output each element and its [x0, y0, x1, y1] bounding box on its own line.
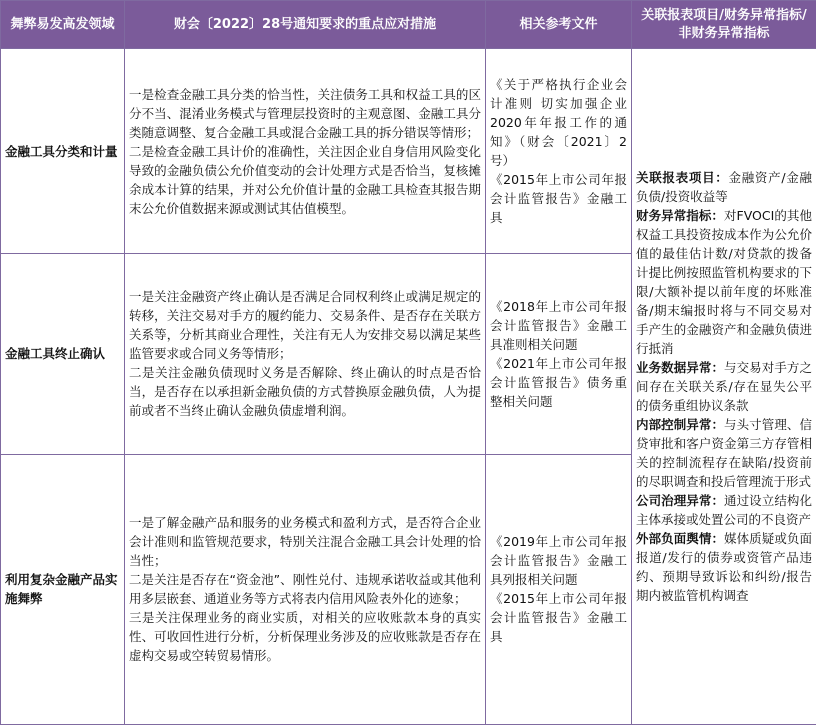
references-cell	[486, 254, 632, 454]
indicator-item	[636, 491, 812, 529]
indicator-item	[636, 168, 812, 206]
indicator-label: 财务异常指标：	[636, 208, 724, 223]
references-cell	[486, 454, 632, 724]
indicator-text: 与交易对手方之间存在关联关系/存在显失公平的债务重组协议条款	[636, 360, 812, 413]
measures-cell	[125, 254, 486, 454]
indicator-label: 公司治理异常：	[636, 493, 725, 508]
header-row	[1, 1, 816, 49]
indicator-text: 金融资产/金融负债/投资收益等	[636, 170, 812, 204]
reference-item: 《2021年上市公司年报会计监管报告》债务重整相关问题	[490, 355, 627, 409]
reference-item: 《2015年上市公司年报会计监管报告》金融工具	[490, 172, 627, 226]
indicator-text: 与头寸管理、信贷审批和客户资金第三方存管相关的控制流程存在缺陷/投资前的尽职调查和投后管理流于形式	[636, 417, 812, 489]
reference-item: 《关于严格执行企业会计准则 切实加强企业2020年年报工作的通知》（财会〔2021〕2号）	[490, 77, 627, 169]
measures-cell	[125, 454, 486, 724]
indicator-label: 关联报表项目：	[636, 170, 729, 185]
measures-text: 一是关注金融资产终止确认是否满足合同权利终止或满足规定的转移，关注交易对手方的履约能力、交易条件、是否存在关联方关系等，分析其商业合理性，关注有无人为安排交易以满足某些监管要求或合同义务等情形； 二是关注金融负债现时义务是否解除、终止确认的时点是否恰当，是否存在以承担新金融负债的方式替换原金融负债，人为提前或者不当终止确认金融负债虚增利润。	[129, 289, 481, 419]
references-cell	[486, 49, 632, 254]
table-row	[1, 49, 816, 254]
measures-cell	[125, 49, 486, 254]
indicator-label: 外部负面舆情：	[636, 531, 725, 546]
domain-cell: 金融工具分类和计量	[1, 49, 125, 254]
indicator-label: 内部控制异常：	[636, 417, 725, 432]
reference-item: 《2019年上市公司年报会计监管报告》金融工具列报相关问题	[490, 534, 627, 588]
indicator-text: 对FVOCI的其他权益工具投资按成本作为公允价值的最佳估计数/对贷款的拨备计提比例按照监管机构要求的下限/大额补提以前年度的坏账准备/期末编报时将与不同交易对手产生的金融资产和金融负债进行抵消	[636, 208, 812, 356]
indicator-text: 媒体质疑或负面报道/发行的债券或资管产品违约、预期导致诉讼和纠纷/报告期内被监管机构调查	[636, 531, 812, 603]
indicator-item	[636, 415, 812, 491]
header-domain: 舞弊易发高发领域	[1, 1, 125, 49]
indicator-item	[636, 529, 812, 605]
indicator-item	[636, 358, 812, 415]
indicators-cell	[632, 49, 816, 725]
header-indicators: 关联报表项目/财务异常指标/非财务异常指标	[632, 1, 816, 49]
header-references: 相关参考文件	[486, 1, 632, 49]
indicator-text: 通过设立结构化主体承接或处置公司的不良资产	[636, 493, 812, 527]
indicator-label: 业务数据异常：	[636, 360, 725, 375]
header-measures: 财会〔2022〕28号通知要求的重点应对措施	[125, 1, 486, 49]
domain-cell: 金融工具终止确认	[1, 254, 125, 454]
measures-text: 一是检查金融工具分类的恰当性，关注债务工具和权益工具的区分不当、混淆业务模式与管理层投资时的主观意图、金融工具分类随意调整、复合金融工具或混合金融工具的拆分错误等情形； 二是检查金融工具计价的准确性，关注因企业自身信用风险变化导致的金融负债公允价值变动的会计处理方式是否恰当，复核摊余成本计算的结果，并对公允价值计量的金融工具检查其报告期末公允价值数据来源或测试其估值模型。	[129, 86, 481, 216]
indicator-item	[636, 206, 812, 358]
reference-item: 《2018年上市公司年报会计监管报告》金融工具准则相关问题	[490, 298, 627, 352]
reference-item: 《2015年上市公司年报会计监管报告》金融工具	[490, 591, 627, 645]
domain-cell: 利用复杂金融产品实施舞弊	[1, 454, 125, 724]
measures-text: 一是了解金融产品和服务的业务模式和盈利方式，是否符合企业会计准则和监管规范要求，特别关注混合金融工具会计处理的恰当性； 二是关注是否存在“资金池”、刚性兑付、违规承诺收益或其他利用多层嵌套、通道业务等方式将表内信用风险表外化的迹象； 三是关注保理业务的商业实质，对相关的应收账款本身的真实性、可收回性进行分析，分析保理业务涉及的应收账款是否存在虚构交易或空转贸易情形。	[129, 515, 481, 664]
